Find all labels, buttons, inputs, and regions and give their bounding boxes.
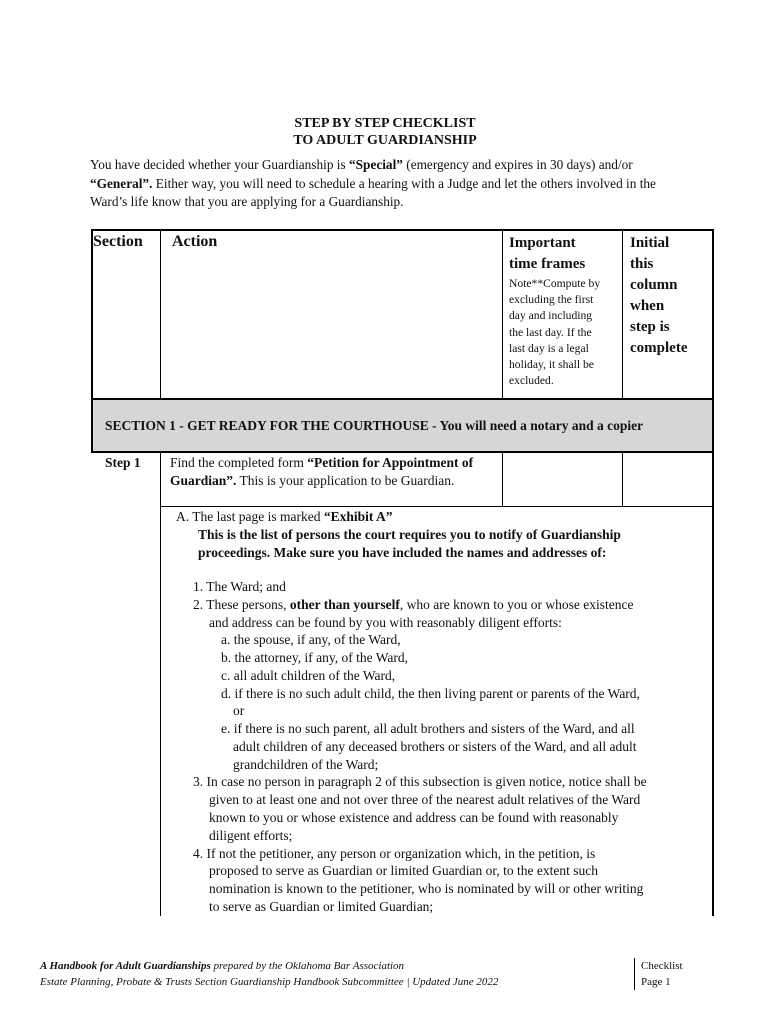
section-col-divider	[160, 229, 161, 399]
note-line: holiday, it shall be	[509, 358, 594, 372]
note-line: last day is a legal	[509, 341, 589, 355]
header-time-frames	[509, 233, 600, 389]
footer-page-number: Page 1	[641, 976, 671, 988]
sub-item-e: e. if there is no such parent, all adult brothers and sisters of the Ward, and all	[221, 721, 635, 736]
intro-paragraph	[90, 156, 690, 212]
sub-item-d-cont: or	[233, 703, 245, 718]
step1-text-2: This is your application to be Guardian.	[236, 473, 455, 488]
list-item-2-post: , who are known to you or whose existence	[399, 597, 634, 612]
sub-item-a: a. the spouse, if any, of the Ward,	[221, 632, 401, 647]
footer-handbook-title: A Handbook for Adult Guardianships	[40, 960, 211, 972]
intro-text-3: Either way, you will need to schedule a hearing with a Judge and let the others involved in the Ward’s life know that you are applying for a Guardianship.	[90, 175, 656, 209]
step1-form-name: “Petition for Appointment of Guardian”.	[170, 455, 474, 488]
exhibit-a-line	[176, 508, 393, 526]
intro-text-1: You have decided whether your Guardianship is	[90, 157, 349, 172]
step1-label: Step 1	[105, 455, 141, 470]
footer-line-2: Estate Planning, Probate & Trusts Section Guardianship Handbook Subcommittee | Updated June 2022	[40, 976, 499, 988]
list-item-3: 3. In case no person in paragraph 2 of this subsection is given notice, notice shall be	[193, 774, 647, 789]
intro-general: “General”.	[90, 175, 153, 191]
table-top-border	[91, 229, 714, 231]
list-item-1: 1. The Ward; and	[193, 579, 286, 594]
list-item-2-pre: 2. These persons,	[193, 597, 290, 612]
page-subtitle: TO ADULT GUARDIANSHIP	[293, 133, 477, 148]
footer-handbook-rest: prepared by the Oklahoma Bar Association	[210, 960, 405, 972]
sub-item-b: b. the attorney, if any, of the Ward,	[221, 650, 408, 665]
page-title: STEP BY STEP CHECKLIST	[294, 116, 476, 131]
list-item-4-cont-2: nomination is known to the petitioner, who is nominated by will or other writing	[209, 881, 644, 896]
note-line: Note**Compute by	[509, 277, 601, 290]
header-section: Section	[93, 233, 143, 250]
intro-text-2: (emergency and expires in 30 days) and/or	[402, 157, 633, 172]
sub-item-e-cont-2: grandchildren of the Ward;	[233, 757, 379, 772]
time-frames-line-2: time frames	[509, 256, 586, 272]
sub-item-e-cont-1: adult children of any deceased brothers or sisters of the Ward, and all adult	[233, 739, 637, 754]
action-col-divider	[502, 229, 503, 399]
initial-line: Initial	[630, 235, 670, 251]
time-frames-note	[509, 276, 600, 389]
list-item-4-cont-1: proposed to serve as Guardian or limited Guardian or, to the extent such	[209, 863, 598, 878]
exhibit-a-desc-1: This is the list of persons the court requires you to notify of Guardianship	[198, 527, 621, 542]
footer-page-info	[641, 958, 683, 990]
sub-item-c: c. all adult children of the Ward,	[221, 668, 396, 683]
note-line: excluded.	[509, 374, 554, 388]
footer-divider	[634, 958, 635, 990]
list-item-4: 4. If not the petitioner, any person or organization which, in the petition, is	[193, 846, 596, 861]
list-item-3-cont-1: given to at least one and not over three of the nearest adult relatives of the Ward	[209, 792, 641, 807]
step1-row-border	[160, 506, 714, 507]
list-item-2	[193, 596, 633, 614]
list-item-2-cont: and address can be found by you with reasonably diligent efforts:	[209, 615, 562, 630]
exhibit-a-prefix: A. The last page is marked	[176, 509, 324, 524]
section1-heading: SECTION 1 - GET READY FOR THE COURTHOUSE - You will need a notary and a copier	[105, 418, 644, 433]
initial-line: when	[630, 298, 665, 314]
footer-citation	[40, 958, 498, 990]
list-item-4-cont-3: to serve as Guardian or limited Guardian;	[209, 899, 434, 914]
note-line: the last day. If the	[509, 325, 592, 339]
note-line: excluding the first	[509, 293, 594, 307]
initial-line: this	[630, 256, 654, 272]
note-line: day and including	[509, 309, 593, 323]
section-col-divider-lower	[160, 452, 161, 916]
exhibit-a-desc-2: proceedings. Make sure you have included the names and addresses of:	[198, 545, 607, 560]
initial-line: step is	[630, 319, 670, 335]
footer-doc-name: Checklist	[641, 960, 683, 972]
step1-action	[170, 454, 500, 490]
list-item-3-cont-3: diligent efforts;	[209, 828, 293, 843]
step1-time-frame-cell	[503, 452, 622, 506]
initial-line: column	[630, 277, 678, 293]
time-col-divider	[622, 229, 623, 399]
time-frames-line-1: Important	[509, 235, 576, 251]
step1-text-1: Find the completed form	[170, 455, 308, 470]
header-action: Action	[172, 233, 218, 250]
footer-line-1	[40, 958, 498, 974]
sub-item-d: d. if there is no such adult child, the then living parent or parents of the Ward,	[221, 686, 640, 701]
list-item-2-bold: other than yourself	[289, 597, 400, 612]
exhibit-a-label: “Exhibit A”	[323, 509, 393, 524]
table-right-border	[712, 229, 714, 916]
header-initial	[630, 233, 687, 359]
step1-initial-cell[interactable]	[623, 452, 712, 506]
initial-line: complete	[630, 340, 688, 356]
intro-special: “Special”	[349, 157, 403, 172]
list-item-3-cont-2: known to you or whose existence and address can be found with reasonably	[209, 810, 619, 825]
